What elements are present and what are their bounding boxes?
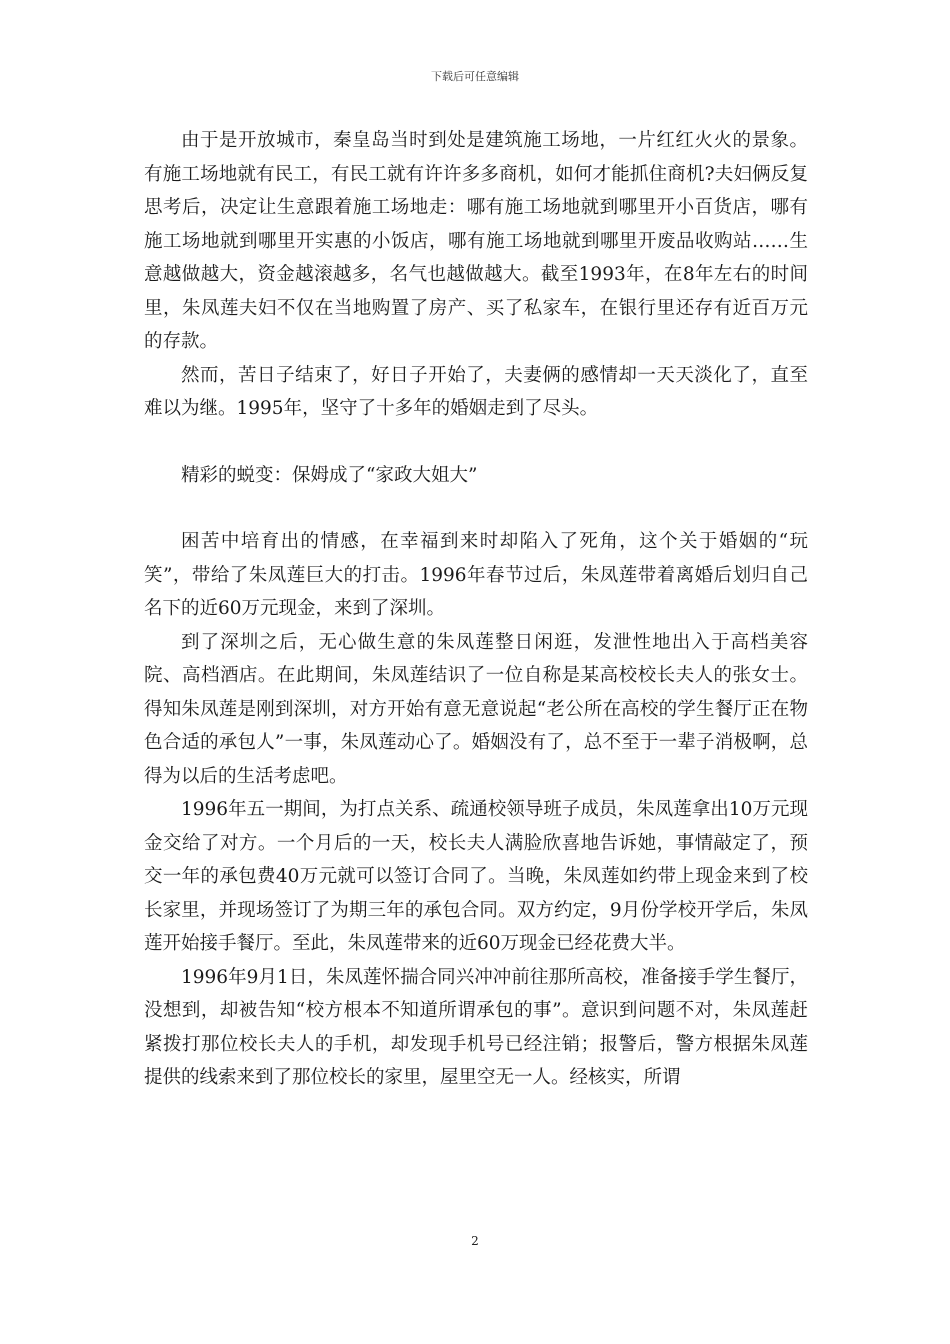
page-header: 下载后可任意编辑 [431, 70, 519, 83]
page-number: 2 [471, 1234, 479, 1248]
document-body [144, 124, 808, 1095]
section-heading: 精彩的蜕变：保姆成了“家政大姐大” [181, 464, 478, 486]
paragraph: 然而，苦日子结束了，好日子开始了，夫妻俩的感情却一天天淡化了，直至难以为继。1995年，坚守了十多年的婚姻走到了尽头。 [144, 364, 808, 419]
paragraph: 到了深圳之后，无心做生意的朱凤莲整日闲逛，发泄性地出入于高档美容院、高档酒店。在此期间，朱凤莲结识了一位自称是某高校校长夫人的张女士。得知朱凤莲是刚到深圳，对方开始有意无意说起“老公所在高校的学生餐厅正在物色合适的承包人”一事，朱凤莲动心了。婚姻没有了，总不至于一辈子消极啊，总得为以后的生活考虑吧。 [144, 631, 808, 787]
paragraph: 1996年9月1日，朱凤莲怀揣合同兴冲冲前往那所高校，准备接手学生餐厅，没想到，却被告知“校方根本不知道所谓承包的事”。意识到问题不对，朱凤莲赶紧拨打那位校长夫人的手机，却发现手机号已经注销；报警后，警方根据朱凤莲提供的线索来到了那位校长的家里，屋里空无一人。经核实，所谓 [144, 966, 808, 1088]
paragraph: 困苦中培育出的情感，在幸福到来时却陷入了死角，这个关于婚姻的“玩笑”，带给了朱凤莲巨大的打击。1996年春节过后，朱凤莲带着离婚后划归自己名下的近60万元现金，来到了深圳。 [144, 531, 808, 619]
paragraph: 由于是开放城市，秦皇岛当时到处是建筑施工场地，一片红红火火的景象。有施工场地就有民工，有民工就有许许多多商机，如何才能抓住商机?夫妇俩反复思考后，决定让生意跟着施工场地走：哪有施工场地就到哪里开小百货店，哪有施工场地就到哪里开实惠的小饭店，哪有施工场地就到哪里开废品收购站……生意越做越大，资金越滚越多，名气也越做越大。截至1993年，在8年左右的时间里，朱凤莲夫妇不仅在当地购置了房产、买了私家车，在银行里还存有近百万元的存款。 [144, 130, 808, 352]
paragraph: 1996年五一期间，为打点关系、疏通校领导班子成员，朱凤莲拿出10万元现金交给了对方。一个月后的一天，校长夫人满脸欣喜地告诉她，事情敲定了，预交一年的承包费40万元就可以签订合同了。当晚，朱凤莲如约带上现金来到了校长家里，并现场签订了为期三年的承包合同。双方约定，9月份学校开学后，朱凤莲开始接手餐厅。至此，朱凤莲带来的近60万现金已经花费大半。 [144, 799, 808, 954]
